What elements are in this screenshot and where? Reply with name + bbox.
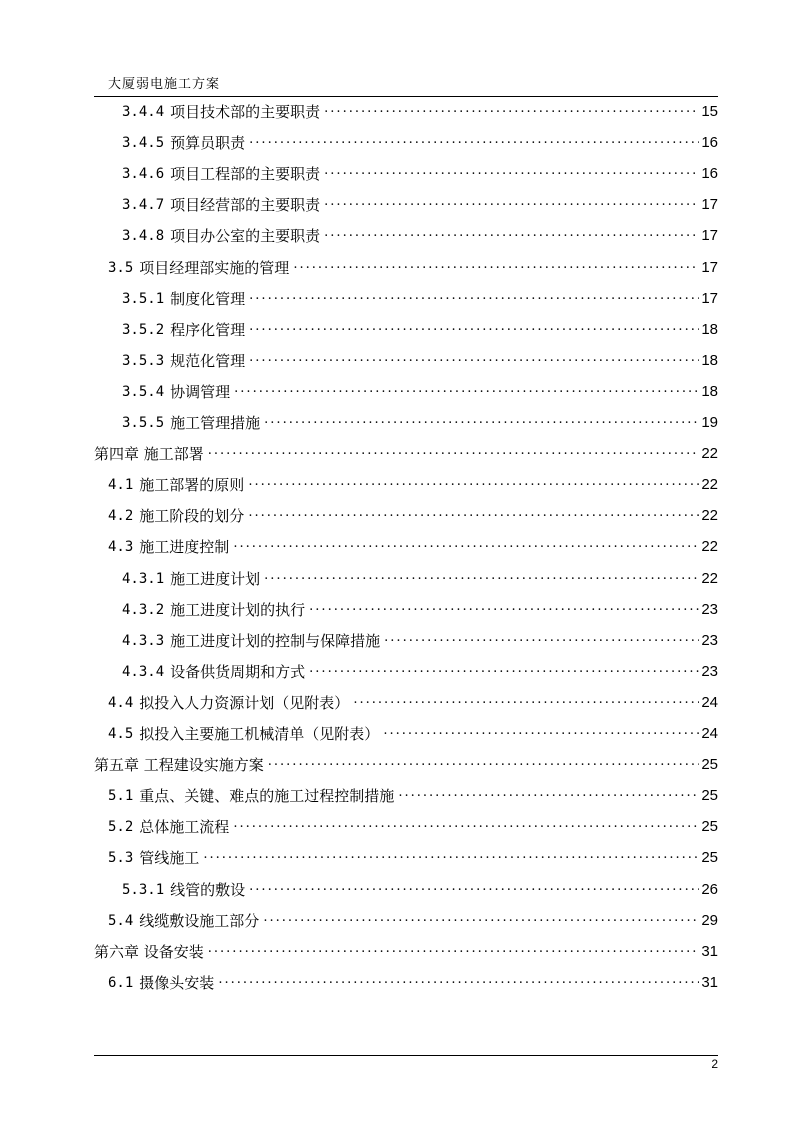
toc-entry[interactable] — [122, 98, 718, 122]
toc-entry-number: 3.5.4 — [122, 383, 165, 400]
toc-entry[interactable] — [108, 813, 718, 837]
toc-dot-leader — [249, 286, 699, 306]
toc-dot-leader — [264, 566, 699, 586]
toc-entry-page: 23 — [701, 600, 718, 618]
toc-entry[interactable] — [94, 440, 718, 464]
footer-divider — [94, 1055, 718, 1056]
toc-entry[interactable] — [108, 502, 718, 526]
toc-entry-label: 设备供货周期和方式 — [170, 662, 306, 681]
toc-entry-page: 23 — [701, 662, 718, 680]
toc-entry-page: 22 — [701, 538, 718, 556]
toc-entry-number: 5.3.1 — [122, 881, 165, 898]
toc-dot-leader — [324, 192, 699, 212]
page-number: 2 — [711, 1057, 718, 1071]
toc-entry[interactable] — [108, 844, 718, 868]
toc-entry[interactable] — [122, 191, 718, 215]
toc-entry-number: 5.4 — [108, 912, 134, 929]
toc-dot-leader — [309, 659, 699, 679]
toc-entry-page: 17 — [701, 227, 718, 245]
toc-entry-page: 24 — [701, 725, 718, 742]
toc-dot-leader — [353, 690, 699, 710]
toc-entry-number: 4.3.2 — [122, 601, 165, 618]
toc-entry-label: 施工进度计划 — [170, 569, 261, 588]
toc-entry-number: 3.5.2 — [122, 321, 165, 338]
toc-entry-number: 4.3.4 — [122, 663, 165, 680]
toc-entry-number: 3.4.6 — [122, 166, 165, 183]
toc-entry-page: 31 — [701, 942, 718, 960]
toc-entry[interactable] — [122, 222, 718, 246]
toc-entry-number: 4.3.3 — [122, 632, 165, 649]
toc-dot-leader — [249, 877, 699, 897]
toc-entry[interactable] — [108, 907, 718, 931]
toc-dot-leader — [234, 379, 699, 399]
toc-dot-leader — [249, 317, 699, 337]
toc-entry[interactable] — [122, 627, 718, 651]
toc-entry-page: 17 — [701, 289, 718, 307]
toc-dot-leader — [203, 845, 699, 865]
toc-entry-number: 3.4.7 — [122, 197, 165, 214]
toc-dot-leader — [233, 814, 699, 834]
toc-dot-leader — [264, 410, 699, 430]
toc-entry[interactable] — [122, 565, 718, 589]
toc-entry-number: 3.5.5 — [122, 415, 165, 431]
toc-entry[interactable] — [108, 969, 718, 993]
toc-entry-label: 线缆敷设施工部分 — [139, 911, 260, 930]
toc-entry-number: 3.5.3 — [122, 352, 165, 369]
toc-entry-label: 第六章 设备安装 — [94, 942, 204, 961]
toc-entry-label: 项目经营部的主要职责 — [170, 196, 321, 215]
toc-entry-label: 重点、关键、难点的施工过程控制措施 — [139, 787, 395, 806]
toc-entry-page: 25 — [701, 787, 718, 805]
toc-dot-leader — [309, 597, 699, 617]
toc-entry-label: 程序化管理 — [170, 320, 246, 339]
toc-entry[interactable] — [108, 782, 718, 806]
toc-entry-page: 29 — [701, 911, 718, 929]
toc-dot-leader — [233, 534, 699, 554]
toc-entry[interactable] — [94, 938, 718, 962]
toc-entry-page: 22 — [701, 445, 718, 463]
toc-entry-page: 25 — [701, 756, 718, 774]
toc-entry-label: 预算员职责 — [170, 134, 246, 153]
toc-entry-page: 26 — [701, 880, 718, 898]
toc-entry-label: 管线施工 — [139, 849, 200, 868]
toc-entry[interactable] — [122, 596, 718, 620]
toc-entry-number: 4.4 — [108, 694, 134, 711]
toc-entry[interactable] — [108, 471, 718, 495]
toc-entry-label: 施工进度计划的执行 — [170, 600, 306, 619]
toc-entry[interactable] — [122, 378, 718, 402]
document-title: 大厦弱电施工方案 — [108, 77, 221, 92]
toc-entry-page: 17 — [701, 258, 718, 276]
toc-dot-leader — [208, 441, 700, 461]
toc-entry[interactable] — [122, 347, 718, 371]
toc-dot-leader — [263, 908, 699, 928]
toc-entry-label: 制度化管理 — [170, 289, 246, 308]
toc-entry-page: 25 — [701, 849, 718, 867]
toc-entry[interactable] — [122, 658, 718, 682]
toc-entry-page: 23 — [701, 631, 718, 649]
toc-entry-page: 15 — [701, 103, 718, 120]
toc-entry-page: 22 — [701, 507, 718, 525]
toc-entry[interactable] — [122, 409, 718, 433]
toc-entry-number: 3.5 — [108, 259, 134, 276]
toc-entry[interactable] — [122, 129, 718, 153]
toc-entry-label: 施工进度计划的控制与保障措施 — [170, 631, 381, 650]
toc-entry-number: 3.5.1 — [122, 290, 165, 307]
toc-entry-page: 18 — [701, 382, 718, 400]
toc-entry[interactable] — [94, 751, 718, 775]
toc-entry-label: 项目经理部实施的管理 — [139, 258, 290, 277]
toc-entry-number: 4.5 — [108, 726, 134, 742]
toc-entry-page: 22 — [701, 476, 718, 494]
toc-entry[interactable] — [122, 285, 718, 309]
toc-dot-leader — [249, 348, 699, 368]
toc-entry-label: 项目工程部的主要职责 — [170, 165, 321, 184]
toc-entry-number: 6.1 — [108, 974, 134, 991]
toc-entry-label: 施工进度控制 — [139, 538, 230, 557]
toc-entry[interactable] — [122, 160, 718, 184]
toc-entry-number: 5.1 — [108, 788, 134, 805]
toc-entry-label: 线管的敷设 — [170, 880, 246, 899]
toc-entry-page: 16 — [701, 165, 718, 183]
toc-entry-label: 拟投入主要施工机械清单（见附表） — [139, 725, 380, 743]
toc-dot-leader — [293, 255, 699, 275]
toc-entry-label: 项目办公室的主要职责 — [170, 227, 321, 246]
toc-entry[interactable] — [108, 689, 718, 713]
toc-entry-number: 3.4.4 — [122, 104, 165, 120]
toc-entry-label: 第五章 工程建设实施方案 — [94, 756, 264, 775]
toc-entry-label: 施工阶段的划分 — [139, 507, 245, 526]
toc-entry-label: 施工部署的原则 — [139, 476, 245, 495]
toc-entry-number: 3.4.8 — [122, 228, 165, 245]
toc-dot-leader — [268, 752, 700, 772]
toc-entry-number: 4.3 — [108, 539, 134, 556]
toc-entry-page: 19 — [701, 414, 718, 431]
toc-dot-leader — [248, 472, 699, 492]
toc-entry[interactable] — [108, 720, 718, 744]
toc-entry-number: 3.4.5 — [122, 135, 165, 152]
toc-dot-leader — [324, 161, 699, 181]
toc-entry-number: 5.2 — [108, 819, 134, 836]
toc-entry-label: 施工管理措施 — [170, 414, 261, 432]
toc-dot-leader — [208, 939, 700, 959]
toc-entry[interactable] — [108, 533, 718, 557]
toc-entry-page: 22 — [701, 569, 718, 587]
toc-entry-page: 25 — [701, 818, 718, 836]
toc-entry-label: 总体施工流程 — [139, 818, 230, 837]
toc-entry-label: 规范化管理 — [170, 351, 246, 370]
toc-entry-page: 16 — [701, 134, 718, 152]
toc-dot-leader — [384, 628, 699, 648]
toc-entry-label: 协调管理 — [170, 382, 231, 401]
toc-dot-leader — [249, 130, 699, 150]
toc-dot-leader — [218, 970, 699, 990]
toc-dot-leader — [248, 503, 699, 523]
toc-dot-leader — [383, 721, 699, 741]
toc-entry-label: 拟投入人力资源计划（见附表） — [139, 693, 350, 712]
toc-dot-leader — [324, 99, 699, 119]
toc-entry-number: 4.1 — [108, 477, 134, 494]
toc-entry-number: 4.3.1 — [122, 570, 165, 587]
toc-entry[interactable] — [122, 876, 718, 900]
toc-entry-label: 项目技术部的主要职责 — [170, 103, 321, 121]
toc-entry-page: 31 — [701, 973, 718, 991]
toc-entry[interactable] — [122, 316, 718, 340]
toc-dot-leader — [398, 783, 699, 803]
toc-entry-label: 第四章 施工部署 — [94, 445, 204, 464]
toc-dot-leader — [324, 223, 699, 243]
toc-entry-label: 摄像头安装 — [139, 973, 215, 992]
toc-entry-number: 5.3 — [108, 850, 134, 867]
toc-entry-page: 17 — [701, 196, 718, 214]
toc-entry-number: 4.2 — [108, 508, 134, 525]
header-divider — [94, 96, 718, 97]
toc-entry-page: 18 — [701, 351, 718, 369]
toc-entry-page: 18 — [701, 320, 718, 338]
toc-entry[interactable] — [108, 254, 718, 278]
toc-entry-page: 24 — [701, 693, 718, 711]
